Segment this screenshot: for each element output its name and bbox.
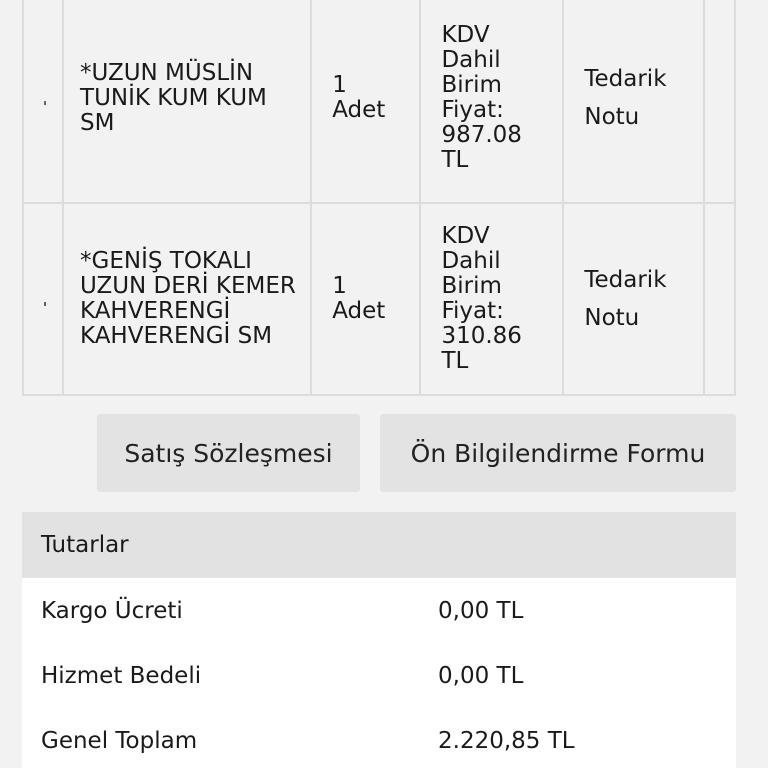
row-extra-cell (704, 0, 735, 203)
service-fee-value: 0,00 TL (438, 662, 524, 689)
product-quantity: 1 Adet (311, 203, 420, 395)
sales-contract-button[interactable]: Satış Sözleşmesi (97, 414, 360, 492)
order-items-table (22, 0, 736, 396)
product-thumbnail[interactable] (23, 0, 63, 203)
product-thumbnail[interactable] (23, 203, 63, 395)
grand-total-row (22, 708, 736, 768)
thumbnail-placeholder (44, 101, 46, 105)
product-unit-price: KDV Dahil Birim Fiyat: 310.86 TL (420, 203, 563, 395)
row-extra-cell (704, 203, 735, 395)
totals-header: Tutarlar (22, 512, 736, 578)
shipping-fee-row (22, 578, 736, 643)
service-fee-label: Hizmet Bedeli (41, 662, 202, 689)
supply-note: Tedarik Notu (563, 0, 703, 203)
grand-total-value: 2.220,85 TL (438, 727, 575, 754)
grand-total-label: Genel Toplam (41, 727, 198, 754)
product-name[interactable]: *GENİŞ TOKALI UZUN DERİ KEMER KAHVERENGİ KAHVERENGİ SM (63, 203, 311, 395)
totals-card (22, 512, 736, 768)
product-quantity: 1 Adet (311, 0, 420, 203)
service-fee-row (22, 643, 736, 708)
pre-info-form-button[interactable]: Ön Bilgilendirme Formu (380, 414, 736, 492)
supply-note: Tedarik Notu (563, 203, 703, 395)
table-row (23, 203, 735, 395)
shipping-fee-label: Kargo Ücreti (41, 597, 183, 624)
product-unit-price: KDV Dahil Birim Fiyat: 987.08 TL (420, 0, 563, 203)
product-name[interactable]: *UZUN MÜSLİN TUNİK KUM KUM SM (63, 0, 311, 203)
table-row (23, 0, 735, 203)
thumbnail-placeholder (44, 302, 46, 306)
shipping-fee-value: 0,00 TL (438, 597, 524, 624)
